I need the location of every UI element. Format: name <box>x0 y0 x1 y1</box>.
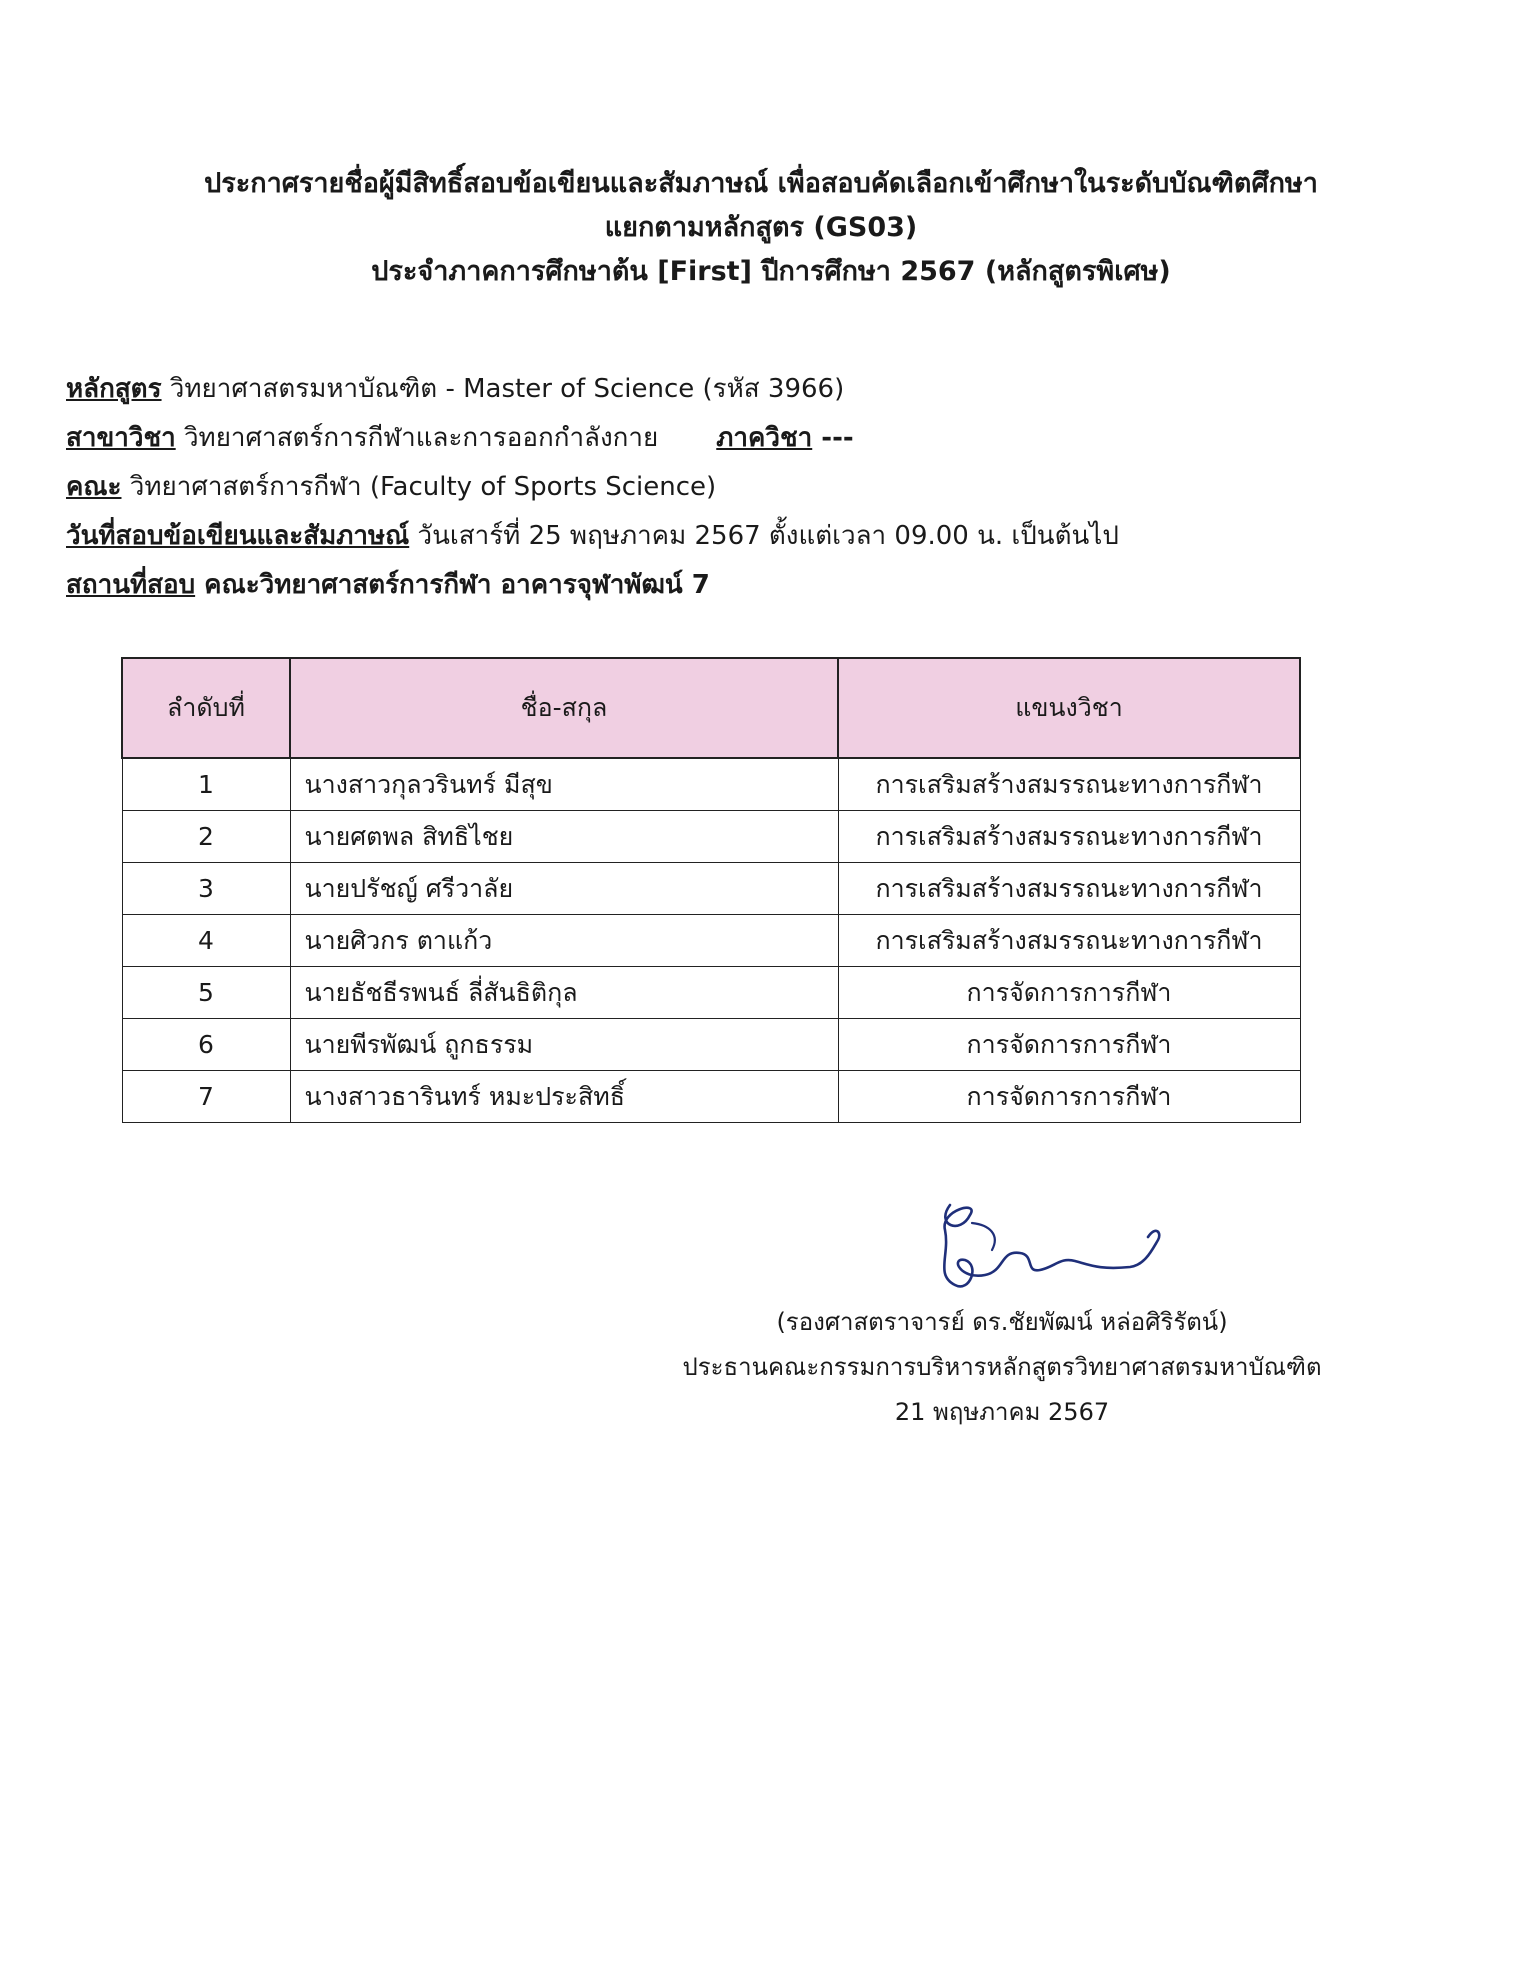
cell-major: การเสริมสร้างสมรรถนะทางการกีฬา <box>838 811 1300 863</box>
dept-label: ภาควิชา <box>716 423 813 453</box>
signatory-block <box>652 1300 1352 1435</box>
cell-name: นายธัชธีรพนธ์ ลี่สันธิติกุล <box>290 967 838 1019</box>
program-row <box>66 365 1119 414</box>
header-term: ประจำภาคการศึกษาต้น [First] ปีการศึกษา 2567 (หลักสูตรพิเศษ) <box>371 256 1171 287</box>
table-row <box>122 915 1300 967</box>
cell-major: การจัดการการกีฬา <box>838 1071 1300 1123</box>
cell-no: 1 <box>122 758 290 811</box>
program-label: หลักสูตร <box>66 374 162 404</box>
header-title: ประกาศรายชื่อผู้มีสิทธิ์สอบข้อเขียนและสัมภาษณ์ เพื่อสอบคัดเลือกเข้าศึกษาในระดับบัณฑิตศึกษา <box>204 168 1318 199</box>
table-row <box>122 811 1300 863</box>
exam-date-row <box>66 512 1119 561</box>
signature-date: 21 พฤษภาคม 2567 <box>894 1398 1110 1426</box>
cell-name: นายศตพล สิทธิไชย <box>290 811 838 863</box>
cell-no: 3 <box>122 863 290 915</box>
exam-date-value: วันเสาร์ที่ 25 พฤษภาคม 2567 ตั้งแต่เวลา 09.00 น. เป็นต้นไป <box>409 521 1119 551</box>
venue-row <box>66 561 1119 610</box>
field-value: วิทยาศาสตร์การกีฬาและการออกกำลังกาย <box>175 423 659 453</box>
candidate-table <box>121 657 1301 1123</box>
cell-no: 4 <box>122 915 290 967</box>
faculty-row <box>66 463 1119 512</box>
exam-date-label: วันที่สอบข้อเขียนและสัมภาษณ์ <box>66 521 410 551</box>
table-header-row <box>122 658 1300 758</box>
cell-name: นางสาวธารินทร์ หมะประสิทธิ์ <box>290 1071 838 1123</box>
program-value: วิทยาศาสตรมหาบัณฑิต - Master of Science (รหัส 3966) <box>161 374 845 404</box>
announcement-header <box>0 162 1522 294</box>
header-major: แขนงวิชา <box>838 658 1300 758</box>
faculty-label: คณะ <box>66 472 122 502</box>
header-subtitle: แยกตามหลักสูตร (GS03) <box>604 212 918 243</box>
cell-name: นายพีรพัฒน์ ถูกธรรม <box>290 1019 838 1071</box>
table-row <box>122 967 1300 1019</box>
cell-name: นางสาวกุลวรินทร์ มีสุข <box>290 758 838 811</box>
header-name: ชื่อ-สกุล <box>290 658 838 758</box>
table-row <box>122 1071 1300 1123</box>
cell-major: การจัดการการกีฬา <box>838 967 1300 1019</box>
venue-value: คณะวิทยาศาสตร์การกีฬา อาคารจุฬาพัฒน์ 7 <box>195 570 710 600</box>
cell-major: การเสริมสร้างสมรรถนะทางการกีฬา <box>838 915 1300 967</box>
handwritten-signature <box>930 1195 1170 1295</box>
cell-major: การเสริมสร้างสมรรถนะทางการกีฬา <box>838 758 1300 811</box>
venue-label: สถานที่สอบ <box>66 570 196 600</box>
signatory-position: ประธานคณะกรรมการบริหารหลักสูตรวิทยาศาสตรมหาบัณฑิต <box>682 1353 1322 1381</box>
cell-no: 7 <box>122 1071 290 1123</box>
cell-name: นายปรัชญ์ ศรีวาลัย <box>290 863 838 915</box>
cell-no: 5 <box>122 967 290 1019</box>
field-row <box>66 414 1119 463</box>
cell-no: 6 <box>122 1019 290 1071</box>
faculty-value: วิทยาศาสตร์การกีฬา (Faculty of Sports Science) <box>121 472 717 502</box>
header-no: ลำดับที่ <box>122 658 290 758</box>
program-info <box>66 365 1119 610</box>
cell-major: การจัดการการกีฬา <box>838 1019 1300 1071</box>
dept-value: --- <box>812 423 854 453</box>
cell-no: 2 <box>122 811 290 863</box>
cell-name: นายศิวกร ตาแก้ว <box>290 915 838 967</box>
table-row <box>122 863 1300 915</box>
signatory-name: (รองศาสตราจารย์ ดร.ชัยพัฒน์ หล่อศิริรัตน์) <box>776 1308 1228 1336</box>
table-row <box>122 1019 1300 1071</box>
table-row <box>122 758 1300 811</box>
field-label: สาขาวิชา <box>66 423 176 453</box>
cell-major: การเสริมสร้างสมรรถนะทางการกีฬา <box>838 863 1300 915</box>
